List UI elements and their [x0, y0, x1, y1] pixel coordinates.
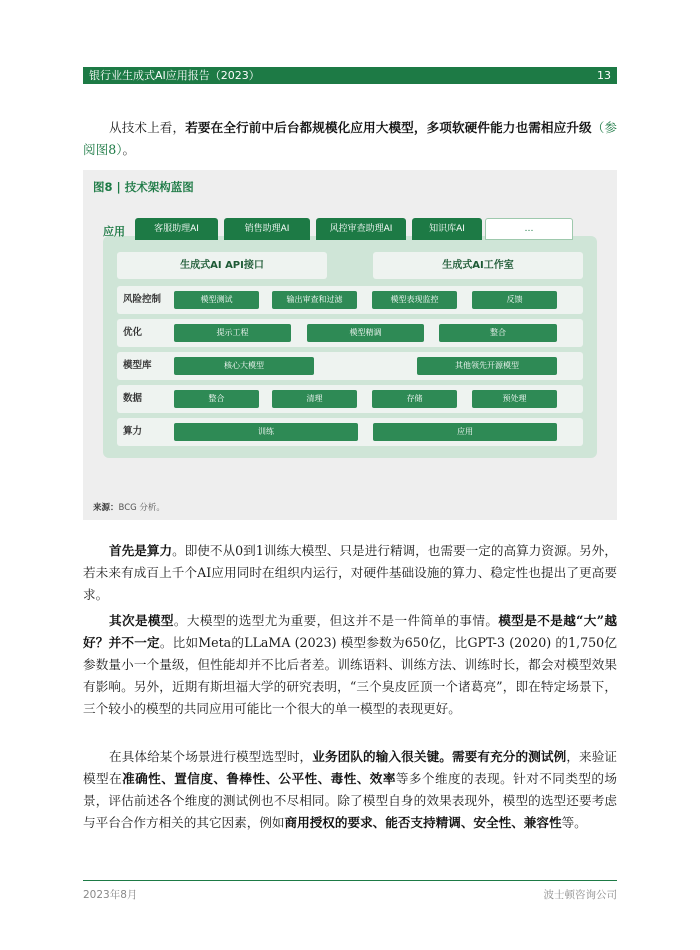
layer-model-library [117, 352, 583, 380]
layer-item: 预处理 [472, 390, 557, 408]
layer-label: 模型库 [123, 360, 152, 371]
intro-text: 从技术上看， [109, 120, 186, 135]
layer-item: 核心大模型 [174, 357, 314, 375]
figure-source [93, 501, 165, 513]
paragraph-model-selection [83, 746, 617, 834]
source-text: BCG 分析。 [118, 503, 165, 513]
layer-data [117, 385, 583, 413]
layer-optimization [117, 319, 583, 347]
layer-item: 输出审查和过滤 [272, 291, 357, 309]
layer-compute [117, 418, 583, 446]
footer-divider [83, 880, 617, 881]
layer-risk-control [117, 286, 583, 314]
page-header [83, 67, 617, 84]
layer-item: 整合 [439, 324, 557, 342]
intro-paragraph [83, 117, 617, 161]
application-label: 应用 [103, 225, 125, 238]
paragraph-compute [83, 540, 617, 606]
footer-company: 波士顿咨询公司 [543, 889, 617, 901]
paragraph-text: 。即使不从0到1训练大模型、只是进行精调，也需要一定的高算力资源。另外，若未来有成百上千个AI应用同时在组织内运行，对硬件基础设施的算力、稳定性也提出了更高要求。 [83, 543, 618, 602]
app-tab-more: … [485, 218, 573, 240]
paragraph-bold: 其次是模型 [109, 613, 174, 628]
paragraph-text: 在具体给某个场景进行模型选型时， [109, 749, 313, 764]
layer-item: 存储 [372, 390, 457, 408]
layer-item: 反馈 [472, 291, 557, 309]
paragraph-text: ，来验证模型在 [83, 749, 618, 786]
paragraph-text: 等多个维度的表现。针对不同类型的场景，评估前述各个维度的测试例也不尽相同。除了模型自身的效果表现外，模型的选型还要考虑与平台合作方相关的其它因素，例如 [83, 771, 618, 830]
report-title: 银行业生成式AI应用报告（2023） [89, 69, 260, 82]
ai-api-interface-box: 生成式AI API接口 [117, 252, 327, 279]
layer-item: 应用 [373, 423, 557, 441]
intro-end: 。 [122, 142, 136, 157]
paragraph-text: 等。 [561, 815, 587, 830]
ai-studio-box: 生成式AI工作室 [373, 252, 583, 279]
layer-item: 训练 [174, 423, 358, 441]
app-tab-customer-service: 客服助理AI [135, 218, 218, 240]
paragraph-bold: 模型是不是越“大”越好？并不一定 [83, 613, 617, 650]
layer-item: 模型精调 [307, 324, 424, 342]
paragraph-bold: 首先是算力 [109, 543, 173, 558]
figure-title: 图8 | 技术架构蓝图 [93, 180, 194, 194]
app-tab-risk-review: 风控审查助理AI [316, 218, 406, 240]
paragraph-model [83, 610, 617, 720]
paragraph-bold: 准确性、置信度、鲁棒性、公平性、毒性、效率 [122, 771, 396, 786]
app-tab-knowledge-base: 知识库AI [412, 218, 482, 240]
layer-item: 模型表现监控 [372, 291, 457, 309]
figure-reference-link[interactable]: （参阅图8） [83, 120, 618, 157]
layer-item: 其他领先开源模型 [417, 357, 557, 375]
layer-label: 算力 [123, 426, 143, 437]
layer-item: 清理 [272, 390, 357, 408]
layer-label: 优化 [123, 327, 143, 338]
paragraph-bold: 业务团队的输入很关键。需要有充分的测试例 [312, 749, 567, 764]
app-tab-sales: 销售助理AI [224, 218, 310, 240]
figure-panel [83, 170, 617, 520]
paragraph-text: 。大模型的选型尤为重要，但这并不是一件简单的事情。 [173, 613, 499, 628]
architecture-diagram [103, 218, 597, 458]
intro-bold: 若要在全行前中后台都规模化应用大模型，多项软硬件能力也需相应升级 [185, 120, 592, 135]
paragraph-text: 。比如Meta的LLaMA (2023) 模型参数为650亿，比GPT-3 (2020) 的1,750亿参数量小一个量级，但性能却并不比后者差。训练语料、训练方法、训练时长，都会对模型效果有影响。另外，近期有斯坦福大学的研究表明，“三个臭皮匠顶一个诸葛亮”，即在特定场景下，三个较小的模型的共同应用可能比一个很大的单一模型的表现更好。 [83, 635, 617, 716]
layer-label: 数据 [123, 393, 143, 404]
layer-label: 风险控制 [123, 294, 162, 305]
layer-item: 模型测试 [174, 291, 259, 309]
layer-item: 提示工程 [174, 324, 291, 342]
source-label: 来源： [93, 503, 119, 513]
layer-item: 整合 [174, 390, 259, 408]
page-number: 13 [597, 69, 611, 82]
footer-date: 2023年8月 [83, 889, 138, 901]
paragraph-bold: 商用授权的要求、能否支持精调、安全性、兼容性 [284, 815, 562, 830]
